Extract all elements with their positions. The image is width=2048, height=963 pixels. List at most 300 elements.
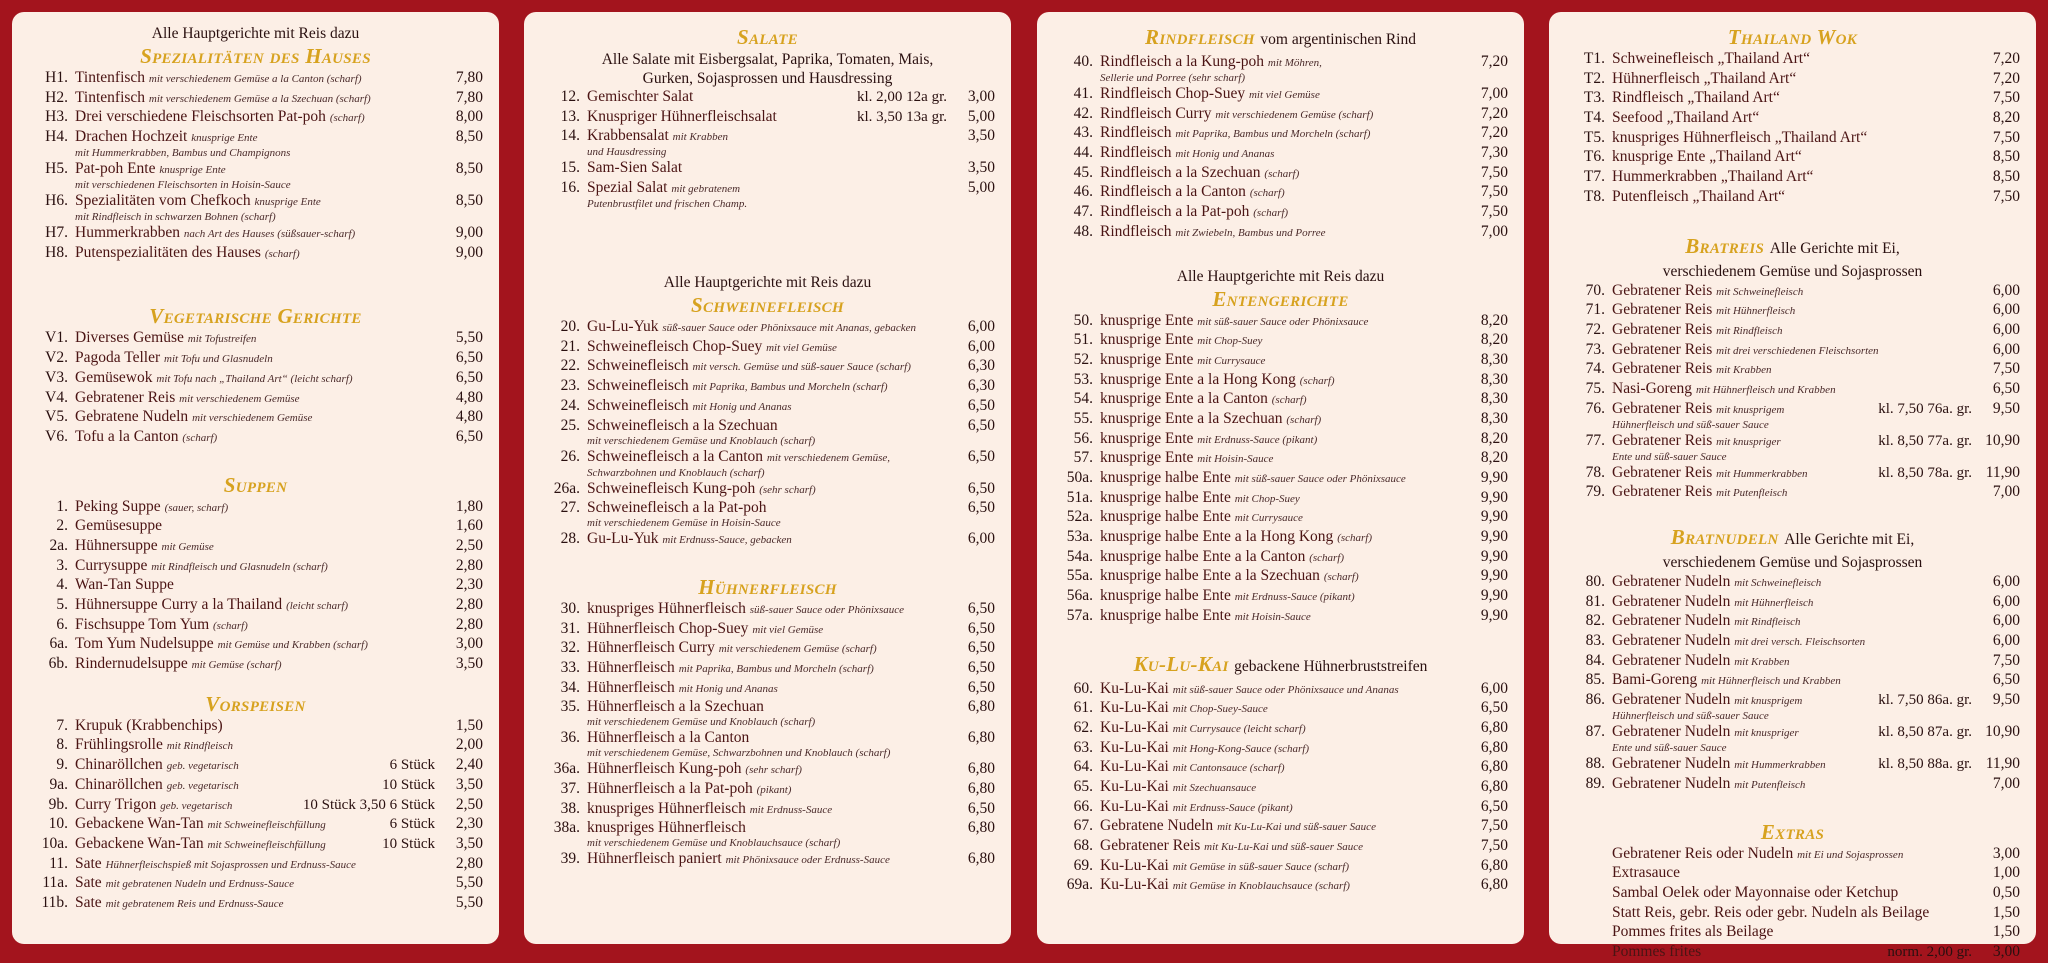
item-name: Hühnerfleisch a la Pat-poh xyxy=(587,780,753,797)
section-title-bratnudeln: Bratnudeln Alle Gerichte mit Ei, verschiedenem Gemüse und Sojasprossen xyxy=(1662,525,1923,571)
item-body xyxy=(587,397,947,416)
menu-item xyxy=(1053,223,1508,243)
menu-item xyxy=(1053,567,1508,587)
item-name: knusprige halbe Ente xyxy=(1100,587,1231,605)
menu-item xyxy=(1565,380,2020,400)
item-name: Rindfleisch xyxy=(1100,124,1172,142)
menu-item xyxy=(540,480,995,500)
item-body xyxy=(75,389,435,408)
item-description: mit süß-sauer Sauce oder Phönixsauce und Ananas xyxy=(1172,683,1399,696)
menu-item xyxy=(1565,301,2020,321)
item-price: 3,50 xyxy=(455,775,483,793)
item-name: Gebratener Reis xyxy=(75,388,176,406)
item-number: 39. xyxy=(560,850,580,868)
item-description: süß-sauer Sauce oder Phönixsauce xyxy=(749,603,904,616)
item-name: knusprige Ente xyxy=(1100,311,1194,329)
item-body xyxy=(1100,607,1460,626)
item-name: knusprige Ente a la Szechuan xyxy=(1100,409,1283,427)
item-number: 54a. xyxy=(1066,547,1093,565)
item-number: 21. xyxy=(560,337,580,355)
item-price: 2,00 xyxy=(455,736,483,754)
item-number: 42. xyxy=(1073,104,1093,122)
item-price: 6,80 xyxy=(967,698,995,716)
item-name: Hühnersuppe xyxy=(75,536,158,554)
item-price: 5,50 xyxy=(455,893,483,911)
item-description: mit Paprika, Bambus und Morcheln (scharf) xyxy=(1175,128,1371,141)
item-name: Gebratener Nudeln xyxy=(1612,691,1731,709)
item-name: knusprige Ente xyxy=(1100,350,1194,368)
item-name: Gebratener Reis xyxy=(1612,431,1713,449)
item-number: 9. xyxy=(56,756,68,774)
item-price: 6,00 xyxy=(1992,612,2020,630)
item-number: 20. xyxy=(560,318,580,336)
item-body xyxy=(1100,105,1460,124)
item-name: Pat-poh Ente xyxy=(75,160,156,178)
item-name: knusprige Ente xyxy=(1100,429,1194,447)
menu-item xyxy=(1565,483,2020,503)
item-name: Extrasauce xyxy=(1612,864,1680,882)
item-number: 26. xyxy=(560,447,580,465)
item-body xyxy=(75,655,435,674)
item-description: mit versch. Gemüse und süß-sauer Sauce (scharf) xyxy=(692,361,911,374)
section-title-vegetarisch: Vegetarische Gerichte xyxy=(149,304,362,329)
menu-item xyxy=(1565,70,2020,90)
menu-item xyxy=(1565,109,2020,129)
item-description: mit Gemüse in süß-sauer Sauce (scharf) xyxy=(1172,860,1350,873)
item-name: Spezial Salat xyxy=(587,179,668,197)
item-body xyxy=(587,417,947,448)
menu-item xyxy=(28,389,483,409)
item-number: 23. xyxy=(560,377,580,395)
item-body xyxy=(1612,652,1972,671)
item-body xyxy=(75,796,297,815)
section-subtitle: gebackene Hühnerbruststreifen xyxy=(1234,657,1428,675)
item-price: 6,80 xyxy=(1480,738,1508,756)
item-number: 6. xyxy=(56,615,68,633)
item-price: 6,80 xyxy=(1480,718,1508,736)
item-price: 9,90 xyxy=(1480,528,1508,546)
menu-item xyxy=(1053,469,1508,489)
item-body xyxy=(1100,183,1460,202)
item-price: 8,20 xyxy=(1480,331,1508,349)
item-price: 6,00 xyxy=(1992,592,2020,610)
item-number: 61. xyxy=(1073,699,1093,717)
item-body xyxy=(1612,188,1972,206)
item-body xyxy=(1612,129,1972,147)
item-description-2: mit verschiedenem Gemüse, Schwarzbohnen und Knoblauch (scharf) xyxy=(587,747,891,760)
item-size-option: kl. 8,50 87a. gr. xyxy=(1878,724,1972,741)
item-price: 7,00 xyxy=(1480,85,1508,102)
section-title-vorspeisen: Vorspeisen xyxy=(205,691,306,716)
menu-item xyxy=(1565,464,2020,484)
item-name: Gebratener Reis xyxy=(1612,320,1713,338)
item-description: mit Schweinefleisch xyxy=(1734,577,1822,589)
item-size-option: 10 Stück xyxy=(382,835,435,852)
item-name: Hühnerfleisch Curry xyxy=(587,639,715,657)
menu-item xyxy=(1053,183,1508,203)
section-note: Alle Hauptgerichte mit Reis dazu xyxy=(1176,267,1385,285)
section-title-extras: Extras xyxy=(1760,819,1825,844)
item-number: 6a. xyxy=(49,635,68,653)
menu-item xyxy=(1053,680,1508,700)
item-description-2: mit verschiedenem Gemüse und Knoblauch (scharf) xyxy=(587,716,816,729)
item-body xyxy=(75,244,435,263)
item-price: 7,00 xyxy=(1992,774,2020,792)
item-price: 2,40 xyxy=(455,756,483,774)
menu-item xyxy=(1053,351,1508,371)
section-note: Alle Hauptgerichte mit Reis dazu xyxy=(151,25,360,42)
item-body xyxy=(75,576,435,594)
item-price: 2,80 xyxy=(455,596,483,613)
menu-item xyxy=(1565,129,2020,149)
menu-item xyxy=(540,729,995,760)
item-body xyxy=(1100,371,1460,390)
menu-item xyxy=(540,338,995,358)
menu-item xyxy=(28,655,483,675)
item-body xyxy=(1612,360,1972,379)
item-price: 2,80 xyxy=(455,854,483,872)
menu-item xyxy=(1565,360,2020,380)
item-price: 7,50 xyxy=(1480,817,1508,835)
menu-item xyxy=(1053,144,1508,164)
section-title-entengerichte: Entengerichte xyxy=(1212,286,1349,311)
item-list xyxy=(1053,53,1508,243)
menu-item xyxy=(540,800,995,820)
item-body xyxy=(1100,798,1460,817)
item-body xyxy=(1100,331,1460,350)
item-description: mit verschiedenem Gemüse a la Canton (scharf) xyxy=(148,73,362,85)
item-price: 9,50 xyxy=(1992,691,2020,709)
item-name: Gebratener Reis oder Nudeln xyxy=(1612,844,1794,862)
item-description: mit Honig und Ananas xyxy=(1175,148,1275,161)
item-body xyxy=(75,349,435,368)
item-name: Gebratener Reis xyxy=(1612,340,1713,358)
item-description: (scharf) xyxy=(1309,551,1345,564)
item-price: 6,80 xyxy=(967,729,995,747)
item-price: 7,80 xyxy=(455,69,483,86)
item-name: Ku-Lu-Kai xyxy=(1100,856,1169,874)
item-body xyxy=(1100,758,1460,777)
item-price: 5,00 xyxy=(967,179,995,197)
item-number: 54. xyxy=(1073,390,1093,408)
item-description: mit süß-sauer Sauce oder Phönixsauce xyxy=(1234,473,1406,485)
item-number: 24. xyxy=(560,396,580,414)
item-price: 1,50 xyxy=(455,716,483,734)
menu-item xyxy=(540,179,995,211)
section-subtitle: vom argentinischen Rind xyxy=(1260,31,1416,48)
item-name: Bami-Goreng xyxy=(1612,671,1698,689)
item-price: 8,30 xyxy=(1480,350,1508,368)
item-description: mit Chop-Suey-Sauce xyxy=(1172,703,1268,716)
item-name: knusprige halbe Ente a la Hong Kong xyxy=(1100,528,1334,546)
item-price: 7,50 xyxy=(1480,163,1508,181)
item-description: mit Tofu nach „Thailand Art“ (leicht scharf) xyxy=(156,372,353,385)
item-body xyxy=(75,517,435,535)
item-size-option: 6 Stück xyxy=(389,757,435,774)
item-number: 15. xyxy=(560,159,580,177)
item-price: 8,30 xyxy=(1480,409,1508,427)
item-name: Rindfleisch Chop-Suey xyxy=(1100,85,1246,102)
item-description: mit Hühnerfleisch xyxy=(1716,305,1796,318)
item-description: mit verschiedenem Gemüse (scharf) xyxy=(718,643,877,656)
item-body xyxy=(1100,567,1460,586)
section-title-huehnerfleisch: Hühnerfleisch xyxy=(698,574,837,599)
item-number: 50. xyxy=(1073,311,1093,329)
item-price: 7,20 xyxy=(1480,104,1508,122)
item-name: Gebratener Nudeln xyxy=(1612,632,1731,650)
item-price: 7,50 xyxy=(1992,89,2020,107)
item-number: 55. xyxy=(1073,409,1093,427)
item-body xyxy=(1100,719,1460,738)
item-body xyxy=(587,377,947,396)
menu-item xyxy=(28,855,483,875)
item-description: mit verschiedenem Gemüse xyxy=(192,412,313,425)
item-name: knusprige halbe Ente a la Canton xyxy=(1100,547,1306,565)
menu-item xyxy=(540,760,995,780)
item-list xyxy=(28,69,483,263)
menu-item xyxy=(28,756,483,776)
item-name: Gu-Lu-Yuk xyxy=(587,318,659,336)
item-body xyxy=(1100,587,1460,606)
menu-item xyxy=(540,127,995,159)
item-number: 16. xyxy=(560,179,580,197)
item-number: 7. xyxy=(56,716,68,734)
item-body xyxy=(587,800,947,819)
item-price: 5,50 xyxy=(455,874,483,892)
item-price: 7,00 xyxy=(1992,483,2020,501)
item-number: 69a. xyxy=(1066,876,1093,894)
item-price: 6,50 xyxy=(967,639,995,657)
item-name: knuspriges Hühnerfleisch „Thailand Art“ xyxy=(1612,128,1868,146)
item-number: 38a. xyxy=(553,819,580,837)
item-number: T1. xyxy=(1583,50,1605,67)
item-number: 74. xyxy=(1585,360,1605,378)
item-name: Hühnerfleisch xyxy=(587,658,675,676)
item-price: 7,50 xyxy=(1480,203,1508,221)
menu-item xyxy=(1565,341,2020,361)
item-body xyxy=(1100,489,1460,508)
item-size-option: kl. 7,50 86a. gr. xyxy=(1878,692,1972,709)
item-number: 55a. xyxy=(1066,567,1093,585)
item-name: Schweinefleisch a la Canton xyxy=(587,447,764,465)
item-number: 44. xyxy=(1073,144,1093,162)
item-body xyxy=(75,756,384,775)
menu-item xyxy=(28,616,483,636)
item-price: 3,00 xyxy=(455,635,483,653)
item-body xyxy=(1100,390,1460,409)
item-name: Rindfleisch Curry xyxy=(1100,104,1212,122)
item-price: 10,90 xyxy=(1985,431,2020,449)
item-price: 6,80 xyxy=(967,780,995,797)
item-number: 26a. xyxy=(553,479,580,497)
item-description: mit Erdnuss-Sauce (pikant) xyxy=(1172,801,1293,814)
item-number: 57a. xyxy=(1066,606,1093,624)
item-description: mit Chop-Suey xyxy=(1197,335,1263,348)
item-description: (scharf) xyxy=(213,619,248,632)
item-price: 3,50 xyxy=(455,834,483,852)
item-name: Schweinefleisch xyxy=(587,377,689,395)
menu-item xyxy=(1565,282,2020,302)
item-price: 6,50 xyxy=(967,479,995,497)
item-list xyxy=(1565,573,2020,795)
item-number: 34. xyxy=(560,678,580,696)
item-number: 10. xyxy=(48,815,68,833)
menu-panel-1 xyxy=(12,12,499,944)
item-description: mit Gemüse xyxy=(161,540,214,553)
item-number: 13. xyxy=(560,107,580,125)
menu-item xyxy=(28,894,483,914)
item-number: V2. xyxy=(45,349,68,367)
item-description: geb. vegetarisch xyxy=(160,799,233,812)
item-description: mit knuspriger xyxy=(1734,727,1799,740)
menu-item xyxy=(1053,53,1508,85)
item-description-2: mit Hummerkrabben, Bambus und Champignons xyxy=(75,147,291,160)
menu-item xyxy=(28,874,483,894)
menu-item xyxy=(540,377,995,397)
item-name: Gebratener Nudeln xyxy=(1612,755,1731,773)
item-description-2: mit verschiedenem Gemüse in Hoisin-Sauce xyxy=(587,517,781,530)
item-price: 3,00 xyxy=(1992,942,2020,960)
item-body xyxy=(1612,593,1972,612)
item-price: 6,50 xyxy=(1480,699,1508,717)
item-description-2: Putenbrustfilet und frischen Champ. xyxy=(587,198,748,211)
item-name: Ku-Lu-Kai xyxy=(1100,718,1169,736)
item-description: mit verschiedenem Gemüse a la Szechuan (scharf) xyxy=(148,92,371,105)
item-price: 7,50 xyxy=(1480,837,1508,854)
item-number: 28. xyxy=(560,530,580,548)
item-description: mit Gemüse in Knoblauchsauce (scharf) xyxy=(1172,880,1350,893)
item-price: 9,90 xyxy=(1480,508,1508,526)
item-body xyxy=(75,894,435,913)
section-title-kulukai: Ku-Lu-Kai gebackene Hühnerbruststreifen xyxy=(1133,651,1428,676)
menu-item xyxy=(1053,758,1508,778)
item-body xyxy=(1100,351,1460,370)
item-number: 80. xyxy=(1585,573,1605,590)
item-body xyxy=(1100,223,1460,242)
menu-item xyxy=(1565,432,2020,464)
menu-item xyxy=(28,369,483,389)
item-description: mit Hummerkrabben xyxy=(1716,467,1808,480)
menu-item xyxy=(1053,410,1508,430)
item-description: mit Ei und Sojasprossen xyxy=(1797,848,1904,861)
item-body xyxy=(1612,70,1972,88)
item-body xyxy=(75,635,435,654)
item-name: knusprige Ente a la Canton xyxy=(1100,390,1268,408)
item-name: Rindfleisch xyxy=(1100,222,1172,240)
item-description-2: mit verschiedenem Gemüse und Knoblauchsauce (scharf) xyxy=(587,837,841,850)
item-body xyxy=(1612,775,1972,794)
item-description: mit Erdnuss-Sauce xyxy=(749,803,833,816)
item-number: V3. xyxy=(45,368,68,386)
menu-item xyxy=(1565,573,2020,593)
item-description: mit Erdnuss-Sauce (pikant) xyxy=(1234,591,1355,604)
item-name: Chinaröllchen xyxy=(75,775,163,793)
item-name: Gebratene Nudeln xyxy=(1100,817,1214,835)
menu-item xyxy=(1053,508,1508,528)
item-price: 7,50 xyxy=(1992,187,2020,205)
menu-item xyxy=(28,498,483,518)
item-description-2: Ente und süß-sauer Sauce xyxy=(1612,450,1727,463)
item-name: Seefood „Thailand Art“ xyxy=(1612,109,1760,127)
section-title-rindfleisch: Rindfleisch vom argentinischen Rind xyxy=(1145,25,1416,49)
item-number: H3. xyxy=(45,108,68,126)
item-name: Hühnerfleisch a la Canton xyxy=(587,729,750,747)
item-body xyxy=(587,338,947,357)
item-description: mit Phönixsauce oder Erdnuss-Sauce xyxy=(725,854,890,867)
item-body xyxy=(1100,699,1460,718)
item-price: 8,20 xyxy=(1480,311,1508,329)
item-description: (scharf) xyxy=(1271,394,1307,407)
item-price: 4,80 xyxy=(455,388,483,406)
menu-item xyxy=(540,698,995,729)
item-body xyxy=(1100,876,1460,895)
item-description: (scharf) xyxy=(1299,374,1335,387)
menu-item xyxy=(540,397,995,417)
item-price: 2,30 xyxy=(455,815,483,833)
item-number: 11. xyxy=(49,854,68,872)
item-body xyxy=(587,179,947,211)
menu-item xyxy=(540,600,995,620)
item-body xyxy=(587,108,851,126)
item-description: mit viel Gemüse xyxy=(752,623,824,636)
item-body xyxy=(1100,124,1460,143)
menu-item xyxy=(28,537,483,557)
item-description: mit gebratenem xyxy=(671,183,741,196)
item-number: V5. xyxy=(45,408,68,426)
item-description: geb. vegetarisch xyxy=(166,760,239,773)
item-number: 25. xyxy=(560,416,580,434)
item-number: 56. xyxy=(1073,429,1093,447)
item-description: (sauer, scharf) xyxy=(164,501,229,514)
item-name: Tintenfisch xyxy=(75,69,146,86)
menu-item xyxy=(540,448,995,480)
item-description: mit verschiedenem Gemüse (scharf) xyxy=(1215,108,1374,121)
item-body xyxy=(587,780,947,799)
menu-item xyxy=(1053,876,1508,896)
menu-item xyxy=(1053,607,1508,627)
item-body xyxy=(1612,50,1972,68)
item-price: 9,50 xyxy=(1992,399,2020,417)
item-description: mit Rindfleisch und Glasnudeln (scharf) xyxy=(151,560,328,573)
item-body xyxy=(75,329,435,348)
item-price: 1,60 xyxy=(455,517,483,535)
section-title-salate: Salate xyxy=(737,25,798,49)
item-description: mit knusprigem xyxy=(1734,695,1803,708)
menu-item xyxy=(1053,837,1508,857)
item-price: 6,80 xyxy=(1480,777,1508,795)
menu-item xyxy=(28,128,483,160)
menu-item xyxy=(540,850,995,870)
menu-item xyxy=(1565,864,2020,884)
item-price: 8,20 xyxy=(1480,449,1508,467)
item-body xyxy=(75,192,435,224)
menu-item xyxy=(28,244,483,264)
item-number: 43. xyxy=(1073,124,1093,142)
menu-item xyxy=(1053,331,1508,351)
item-number: 50a. xyxy=(1066,469,1093,486)
item-number: 30. xyxy=(560,599,580,617)
menu-item xyxy=(1053,164,1508,184)
item-number: 73. xyxy=(1585,340,1605,358)
item-price: 6,00 xyxy=(1992,632,2020,650)
item-description: (scharf) xyxy=(264,247,300,260)
menu-item xyxy=(1565,671,2020,691)
item-name: Nasi-Goreng xyxy=(1612,379,1693,397)
item-name: Statt Reis, gebr. Reis oder gebr. Nudeln als Beilage xyxy=(1612,903,1930,921)
item-price: 6,00 xyxy=(1992,301,2020,319)
menu-item xyxy=(28,192,483,224)
item-name: Schweinefleisch a la Pat-poh xyxy=(587,499,767,517)
